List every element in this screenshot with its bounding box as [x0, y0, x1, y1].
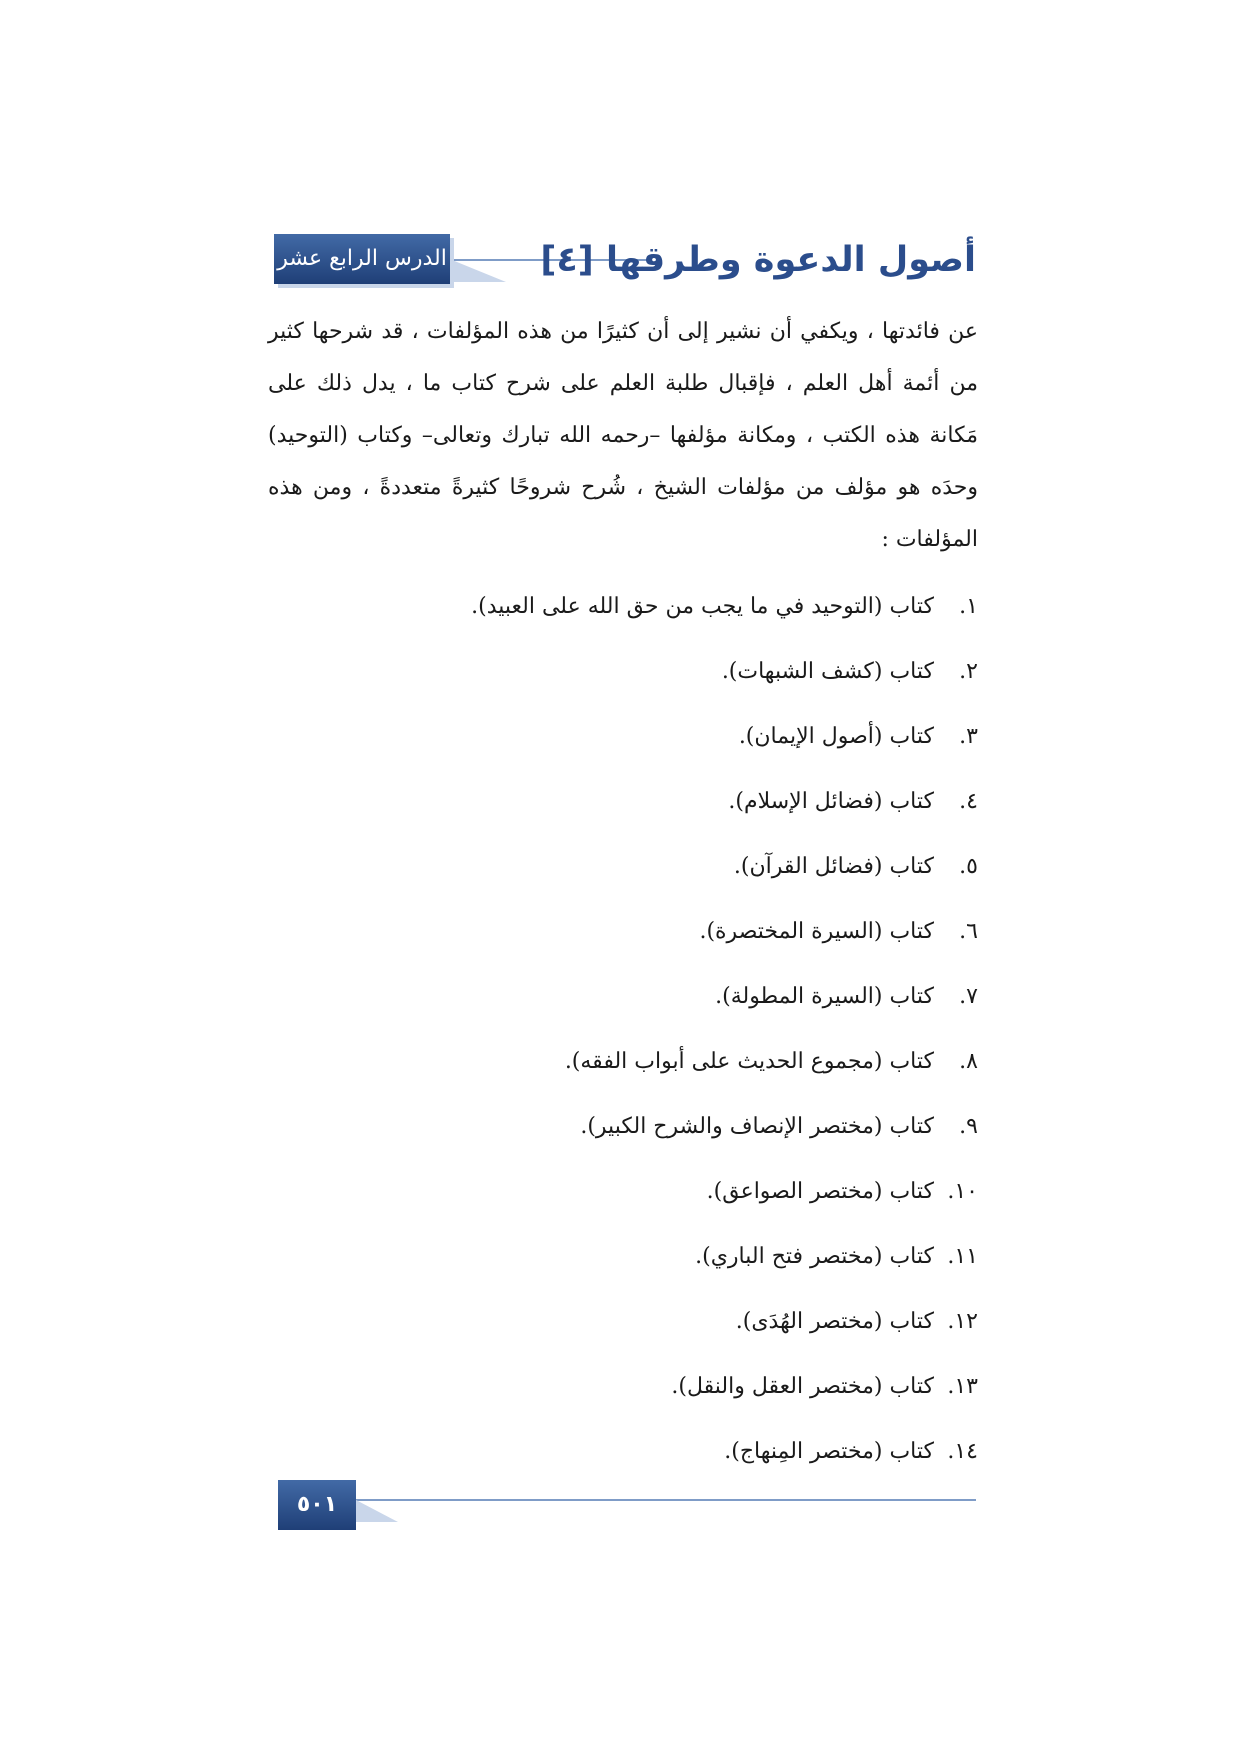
- list-item: [268, 769, 978, 834]
- item-number: ٦.: [959, 919, 978, 944]
- page-content: [268, 306, 978, 1484]
- item-text: كتاب (مختصر الهُدَى).: [735, 1309, 934, 1334]
- item-text: كتاب (فضائل الإسلام).: [728, 789, 934, 814]
- item-number: ١.: [959, 594, 978, 619]
- item-number: ١٣.: [947, 1374, 978, 1399]
- item-text: كتاب (مختصر الصواعق).: [706, 1179, 934, 1204]
- list-item: [268, 899, 978, 964]
- list-item: [268, 1224, 978, 1289]
- list-item: [268, 1159, 978, 1224]
- item-text: كتاب (مختصر العقل والنقل).: [671, 1374, 934, 1399]
- item-number: ٧.: [959, 984, 978, 1009]
- item-number: ٤.: [959, 789, 978, 814]
- item-text: كتاب (مجموع الحديث على أبواب الفقه).: [564, 1049, 934, 1074]
- list-item: [268, 1419, 978, 1484]
- list-item: [268, 834, 978, 899]
- list-item: [268, 1094, 978, 1159]
- footer-decoration: [356, 1500, 398, 1522]
- list-item: [268, 964, 978, 1029]
- item-text: كتاب (أصول الإيمان).: [738, 724, 934, 749]
- page-number: ٥٠١: [278, 1480, 356, 1530]
- footer-divider: [356, 1499, 976, 1501]
- list-item: [268, 639, 978, 704]
- item-number: ٣.: [959, 724, 978, 749]
- item-number: ١٢.: [947, 1309, 978, 1334]
- chapter-title: أصول الدعوة وطرقها [٤]: [540, 240, 976, 280]
- lesson-badge: الدرس الرابع عشر: [274, 234, 450, 284]
- list-item: [268, 704, 978, 769]
- item-number: ٥.: [959, 854, 978, 879]
- header-decoration: [452, 260, 506, 282]
- item-text: كتاب (التوحيد في ما يجب من حق الله على العبيد).: [471, 594, 934, 619]
- page-header: [274, 232, 976, 290]
- item-number: ١٠.: [947, 1179, 978, 1204]
- item-text: كتاب (مختصر فتح الباري).: [695, 1244, 934, 1269]
- item-text: كتاب (فضائل القرآن).: [733, 854, 934, 879]
- list-item: [268, 574, 978, 639]
- list-item: [268, 1289, 978, 1354]
- item-number: ٩.: [959, 1114, 978, 1139]
- book-list: [268, 574, 978, 1484]
- intro-paragraph: عن فائدتها ، ويكفي أن نشير إلى أن كثيرًا من هذه المؤلفات ، قد شرحها كثير من أئمة أهل العلم ، فإقبال طلبة العلم على شرح كتاب ما ، يدل ذلك على مَكانة هذه الكتب ، ومكانة مؤلفها –رحمه الله تبارك وتعالى– وكتاب (التوحيد) وحدَه هو مؤلف من مؤلفات الشيخ ، شُرح شروحًا كثيرةً متعددةً ، ومن هذه المؤلفات :: [268, 319, 978, 552]
- item-text: كتاب (كشف الشبهات).: [721, 659, 934, 684]
- page-footer: [278, 1480, 976, 1532]
- item-number: ٨.: [959, 1049, 978, 1074]
- item-text: كتاب (مختصر الإنصاف والشرح الكبير).: [580, 1114, 934, 1139]
- item-number: ١١.: [947, 1244, 978, 1269]
- item-number: ٢.: [959, 659, 978, 684]
- item-text: كتاب (السيرة المطولة).: [715, 984, 934, 1009]
- list-item: [268, 1354, 978, 1419]
- item-text: كتاب (مختصر المِنهاج).: [724, 1439, 934, 1464]
- item-text: كتاب (السيرة المختصرة).: [699, 919, 934, 944]
- item-number: ١٤.: [947, 1439, 978, 1464]
- list-item: [268, 1029, 978, 1094]
